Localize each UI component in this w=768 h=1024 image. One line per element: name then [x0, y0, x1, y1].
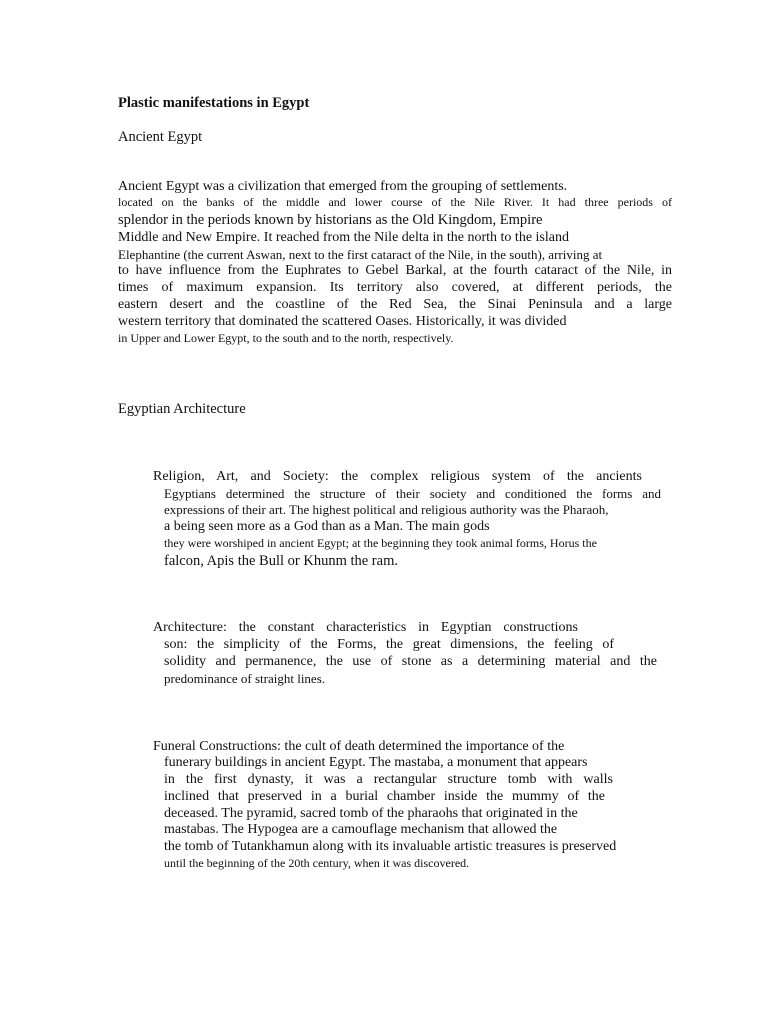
- bullet-first-line: [142, 740, 564, 754]
- intro-line: located on the banks of the middle and lower course of the Nile River. It had three periods of: [118, 195, 672, 209]
- bullet-first-line: [142, 470, 642, 484]
- bullet-line: solidity and permanence, the use of stone as a determining material and the: [164, 654, 657, 669]
- bullet-line: deceased. The pyramid, sacred tomb of the pharaohs that originated in the: [164, 806, 578, 821]
- intro-line: times of maximum expansion. Its territory also covered, at different periods, the: [118, 280, 672, 295]
- bullet-line: son: the simplicity of the Forms, the great dimensions, the feeling of: [164, 637, 614, 652]
- bullet-line: until the beginning of the 20th century, when it was discovered.: [164, 856, 470, 870]
- bullet-first-line: [142, 621, 578, 635]
- bullet-line: mastabas. The Hypogea are a camouflage mechanism that allowed the: [164, 822, 558, 837]
- bullet-text: Funeral Constructions: the cult of death determined the importance of the: [153, 739, 565, 754]
- intro-line: Elephantine (the current Aswan, next to the first cataract of the Nile, in the south), arriving at: [118, 247, 603, 262]
- bullet-line: predominance of straight lines.: [164, 671, 326, 686]
- bullet-line: funerary buildings in ancient Egypt. The mastaba, a monument that appears: [164, 755, 588, 770]
- bullet-line: falcon, Apis the Bull or Khunm the ram.: [164, 553, 398, 569]
- bullet-line: a being seen more as a God than as a Man. The main gods: [164, 519, 490, 534]
- document-subtitle: Ancient Egypt: [118, 129, 203, 145]
- bullet-line: expressions of their art. The highest political and religious authority was the Pharaoh,: [164, 502, 609, 517]
- bullet-line: Egyptians determined the structure of their society and conditioned the forms and: [164, 486, 661, 501]
- intro-line: Middle and New Empire. It reached from the Nile delta in the north to the island: [118, 230, 569, 245]
- bullet-line: inclined that preserved in a burial chamber inside the mummy of the: [164, 789, 605, 804]
- intro-line: splendor in the periods known by historians as the Old Kingdom, Empire: [118, 212, 543, 228]
- intro-line: in Upper and Lower Egypt, to the south and to the north, respectively.: [118, 331, 454, 345]
- bullet-line: they were worshiped in ancient Egypt; at the beginning they took animal forms, Horus the: [164, 536, 597, 550]
- bullet-text: Religion, Art, and Society: the complex religious system of the ancients: [153, 469, 642, 484]
- intro-line: western territory that dominated the scattered Oases. Historically, it was divided: [118, 314, 567, 329]
- bullet-line: in the first dynasty, it was a rectangular structure tomb with walls: [164, 772, 613, 787]
- section-heading: Egyptian Architecture: [118, 401, 246, 417]
- intro-line: Ancient Egypt was a civilization that emerged from the grouping of settlements.: [118, 179, 568, 194]
- bullet-line: the tomb of Tutankhamun along with its invaluable artistic treasures is preserved: [164, 839, 617, 854]
- intro-line: eastern desert and the coastline of the Red Sea, the Sinai Peninsula and a large: [118, 297, 672, 312]
- document-title: Plastic manifestations in Egypt: [118, 95, 310, 111]
- bullet-text: Architecture: the constant characteristics in Egyptian constructions: [153, 620, 578, 635]
- intro-line: to have influence from the Euphrates to Gebel Barkal, at the fourth cataract of the Nile, in: [118, 263, 672, 278]
